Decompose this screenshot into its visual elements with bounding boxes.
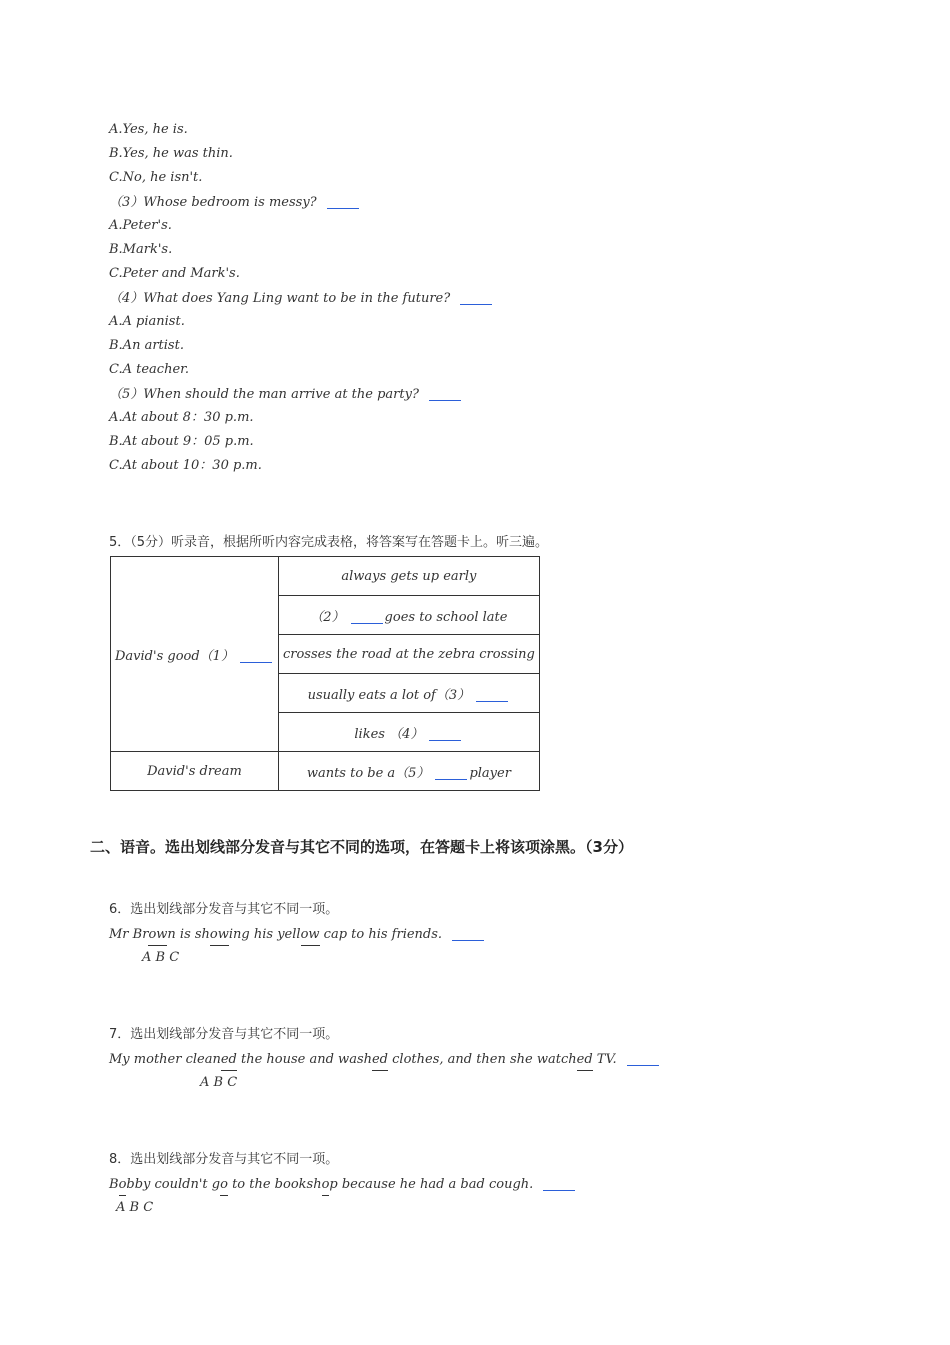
q7-answer-blank[interactable] xyxy=(627,1051,659,1066)
davids-dream-label: David's dream xyxy=(147,763,242,779)
r6-pre: wants to be a（5） xyxy=(306,765,430,781)
blank-4[interactable] xyxy=(429,726,461,741)
q6-underline-b: ow xyxy=(209,927,229,942)
q5-option-a: A.At about 8：30 p.m. xyxy=(109,410,254,425)
blank-2[interactable] xyxy=(351,609,383,624)
cell-r1 xyxy=(278,557,539,596)
q8-part-3: bby couldn't g xyxy=(126,1177,221,1192)
q6-part-7: cap to his friends. xyxy=(319,927,443,942)
cell-r6 xyxy=(278,752,539,791)
q4-option-a: A.A pianist. xyxy=(109,314,185,329)
cell-r2 xyxy=(278,596,539,635)
cell-r5 xyxy=(278,713,539,752)
davids-good-label: David's good（1） xyxy=(115,648,234,664)
q4-answer-blank[interactable] xyxy=(460,290,492,305)
q5-option-b: B.At about 9：05 p.m. xyxy=(109,434,254,449)
q4-option-c: C.A teacher. xyxy=(109,362,190,377)
cell-davids-good xyxy=(111,557,279,752)
cell-r4 xyxy=(278,674,539,713)
q7-underline-c: ed xyxy=(576,1052,593,1067)
q8-underline-c: o xyxy=(321,1177,330,1192)
q6-sentence xyxy=(109,926,484,943)
q2-option-b: B.Yes, he was thin. xyxy=(109,146,233,161)
q3-option-a: A.Peter's. xyxy=(109,218,172,233)
q6-underline-c: ow xyxy=(300,927,320,942)
q7-part-1: My mother clean xyxy=(109,1052,221,1067)
cell-r3 xyxy=(278,635,539,674)
q6-part-1: Mr Br xyxy=(109,927,149,942)
q8-underline-a: o xyxy=(118,1177,127,1192)
q7-part-5: clothes, and then she watch xyxy=(388,1052,577,1067)
q7-part-3: the house and wash xyxy=(236,1052,372,1067)
q6-underline-a: ow xyxy=(148,927,168,942)
q8-part-5: to the booksh xyxy=(227,1177,322,1192)
q7-instruction: 7．选出划线部分发音与其它不同一项。 xyxy=(109,1027,339,1042)
q2-option-c: C.No, he isn't. xyxy=(109,170,203,185)
q7-underline-a: ed xyxy=(220,1052,237,1067)
q5-prompt xyxy=(109,386,461,403)
q6-instruction: 6．选出划线部分发音与其它不同一项。 xyxy=(109,902,339,917)
q8-sentence xyxy=(109,1176,575,1193)
r2-pre: （2） xyxy=(310,609,345,625)
r3-text: crosses the road at the zebra crossing xyxy=(282,646,535,662)
q8-answer-blank[interactable] xyxy=(543,1176,575,1191)
q4-option-b: B.An artist. xyxy=(109,338,184,353)
q6-part-3: n is sh xyxy=(167,927,210,942)
q7-underline-b: ed xyxy=(371,1052,388,1067)
r6-post: player xyxy=(469,765,511,781)
q8-underline-b: o xyxy=(220,1177,228,1192)
q6-answer-blank[interactable] xyxy=(452,926,484,941)
q8-part-7: p because he had a bad cough. xyxy=(329,1177,534,1192)
q7-abc-labels: A B C xyxy=(200,1075,238,1090)
cell-davids-dream xyxy=(111,752,279,791)
q8-instruction: 8．选出划线部分发音与其它不同一项。 xyxy=(109,1152,339,1167)
r5-text: likes （4） xyxy=(354,726,424,742)
blank-1[interactable] xyxy=(240,648,272,663)
q4-prompt xyxy=(109,290,492,307)
q7-sentence xyxy=(109,1051,659,1068)
q5-prompt-text: （5）When should the man arrive at the party? xyxy=(109,387,419,402)
q3-prompt xyxy=(109,194,359,211)
task5-instruction: 5．（5分）听录音，根据所听内容完成表格，将答案写在答题卡上。听三遍。 xyxy=(109,535,549,550)
q8-abc-labels: A B C xyxy=(116,1200,154,1215)
q5-answer-blank[interactable] xyxy=(429,386,461,401)
blank-3[interactable] xyxy=(476,687,508,702)
q3-option-b: B.Mark's. xyxy=(109,242,173,257)
q6-part-5: ing his yell xyxy=(228,927,301,942)
q3-prompt-text: （3）Whose bedroom is messy? xyxy=(109,195,317,210)
q6-abc-labels: A B C xyxy=(142,950,180,965)
q4-prompt-text: （4）What does Yang Ling want to be in the future? xyxy=(109,291,451,306)
q7-part-7: TV. xyxy=(592,1052,617,1067)
q8-part-1: B xyxy=(109,1177,119,1192)
task5-table xyxy=(110,556,540,791)
blank-5[interactable] xyxy=(435,765,467,780)
q3-answer-blank[interactable] xyxy=(327,194,359,209)
r2-post: goes to school late xyxy=(384,609,508,625)
r4-text: usually eats a lot of（3） xyxy=(307,687,471,703)
q2-option-a: A.Yes, he is. xyxy=(109,122,188,137)
q5-option-c: C.At about 10：30 p.m. xyxy=(109,458,262,473)
section2-title: 二、语音。选出划线部分发音与其它不同的选项，在答题卡上将该项涂黑。（3分） xyxy=(90,838,633,856)
r1-text: always gets up early xyxy=(341,568,477,584)
q3-option-c: C.Peter and Mark's. xyxy=(109,266,240,281)
